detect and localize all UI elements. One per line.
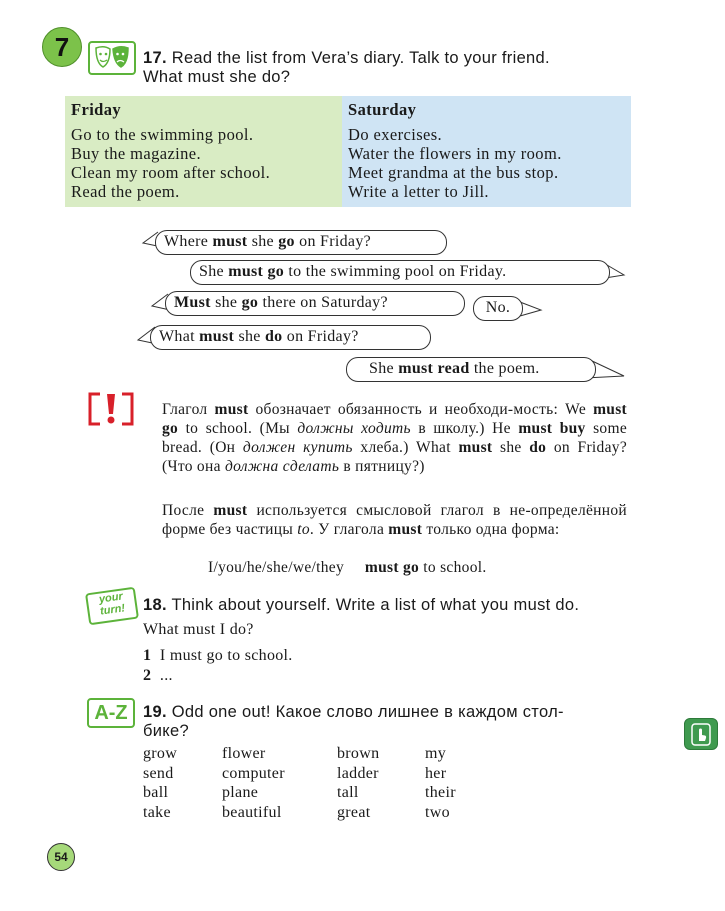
- exercise-17-instruction-line2: What must she do?: [143, 68, 291, 86]
- speech-bubble-question-2: Must she go there on Saturday?: [165, 291, 465, 316]
- grammar-rule-example: I/you/he/she/we/they must go to school.: [208, 559, 487, 576]
- page-number: 54: [47, 843, 75, 871]
- saturday-item: Meet grandma at the bus stop.: [348, 163, 559, 182]
- saturday-item: Water the flowers in my room.: [348, 144, 562, 163]
- word: beautiful: [222, 803, 282, 821]
- word: computer: [222, 764, 285, 782]
- list-item: 1 I must go to school.: [143, 647, 293, 664]
- friday-item: Read the poem.: [71, 182, 180, 201]
- exercise-18-instruction: 18. Think about yourself. Write a list of what you must do.: [143, 596, 580, 614]
- word: ladder: [337, 764, 379, 782]
- hand-pointer-icon: [685, 719, 717, 749]
- friday-item: Buy the magazine.: [71, 144, 202, 163]
- word: plane: [222, 784, 259, 801]
- exercise-17-number: 17.: [143, 49, 167, 67]
- your-turn-icon-text: turn!: [99, 602, 126, 618]
- word: their: [425, 784, 456, 801]
- speech-bubble-answer-1: She must go to the swimming pool on Friday.: [190, 260, 610, 285]
- your-turn-icon-text: your: [98, 590, 124, 606]
- friday-heading: Friday: [71, 100, 122, 119]
- word: flower: [222, 745, 266, 762]
- word: two: [425, 803, 450, 821]
- saturday-item: Write a letter to Jill.: [348, 182, 489, 201]
- grammar-rule-paragraph-1: Глагол must обозначает обязанность и необходи-мость: We must go to school. (Мы должны ходить в школу.) Не must buy some bread. (Он должен купить хлеба.) What must she do on Friday? (Что она должна сделать в пятницу?): [162, 401, 627, 475]
- word: her: [425, 764, 447, 782]
- exercise-17-instruction-line1: Read the list from Vera’s diary. Talk to your friend.: [171, 49, 550, 67]
- exercise-19-number: 19.: [143, 703, 167, 721]
- list-item: 2 ...: [143, 667, 173, 684]
- speech-bubble-answer-2: No.: [473, 296, 523, 321]
- word-column-3: [337, 744, 379, 822]
- exclamation-icon: [86, 392, 136, 426]
- unit-number-badge: 7: [42, 27, 82, 67]
- word: grow: [143, 745, 178, 762]
- saturday-item: Do exercises.: [348, 125, 443, 144]
- word: take: [143, 803, 171, 821]
- exercise-19-instruction: 19. Odd one out! Какое слово лишнее в каждом стол- бике?: [143, 703, 629, 741]
- friday-item: Go to the swimming pool.: [71, 125, 254, 144]
- friday-item: Clean my room after school.: [71, 163, 271, 182]
- exercise-18-list: [143, 646, 293, 686]
- speech-bubble-question-3: What must she do on Friday?: [150, 325, 431, 350]
- word: great: [337, 803, 371, 821]
- word: my: [425, 745, 447, 762]
- speech-bubble-answer-3: She must read the poem.: [346, 357, 596, 382]
- exercise-18-number: 18.: [143, 596, 167, 614]
- side-tab-button[interactable]: [684, 718, 718, 750]
- word: tall: [337, 784, 359, 801]
- word-column-1: [143, 744, 177, 822]
- your-turn-icon: [85, 587, 139, 626]
- grammar-rule-paragraph-2: После must используется смысловой глагол в не-определённой форме без частицы to. У глагола must только одна форма:: [162, 502, 628, 538]
- word: ball: [143, 784, 169, 801]
- word-column-2: [222, 744, 285, 822]
- exercise-19-instruction-line2: бике?: [143, 722, 189, 740]
- saturday-heading: Saturday: [348, 100, 417, 119]
- word: send: [143, 764, 174, 782]
- a-z-icon: A-Z: [87, 698, 135, 728]
- speech-bubble-question-1: Where must she go on Friday?: [155, 230, 447, 255]
- word: brown: [337, 745, 380, 762]
- exercise-18-question: What must I do?: [143, 621, 254, 638]
- word-column-4: [425, 744, 456, 822]
